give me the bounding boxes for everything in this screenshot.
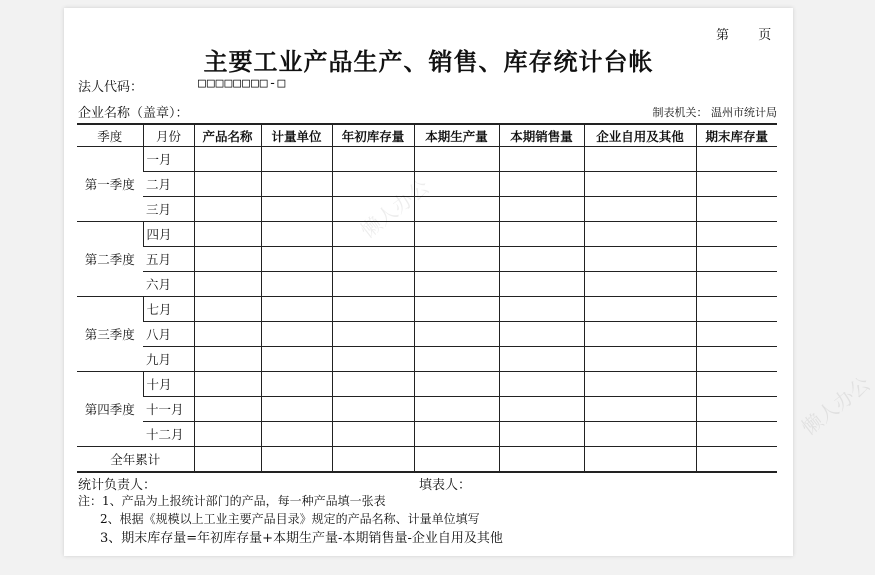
entry-cell[interactable]	[696, 322, 777, 347]
entry-cell[interactable]	[332, 247, 414, 272]
page-suffix: 页	[758, 28, 773, 43]
entry-cell[interactable]	[261, 347, 332, 372]
entry-cell[interactable]	[332, 297, 414, 322]
month-cell: 九月	[143, 347, 194, 372]
entry-cell[interactable]	[499, 147, 584, 172]
table-row	[77, 422, 777, 447]
note-3: 3、期末库存量=年初库存量+本期生产量-本期销售量-企业自用及其他	[100, 531, 503, 546]
entry-cell[interactable]	[499, 272, 584, 297]
entry-cell[interactable]	[696, 397, 777, 422]
entry-cell[interactable]	[696, 222, 777, 247]
entry-cell[interactable]	[499, 247, 584, 272]
header-closing-stock: 期末库存量	[696, 124, 777, 147]
quarter-cell: 第四季度	[77, 372, 143, 447]
entry-cell[interactable]	[194, 372, 261, 397]
entry-cell[interactable]	[696, 347, 777, 372]
quarter-cell: 第一季度	[77, 147, 143, 222]
total-entry-cell[interactable]	[194, 447, 261, 473]
total-entry-cell[interactable]	[261, 447, 332, 473]
table-row	[77, 397, 777, 422]
entry-cell[interactable]	[414, 322, 499, 347]
entry-cell[interactable]	[584, 172, 696, 197]
month-cell: 十月	[143, 372, 194, 397]
month-cell: 八月	[143, 322, 194, 347]
entry-cell[interactable]	[261, 272, 332, 297]
month-cell: 一月	[143, 147, 194, 172]
legal-code-label: 法人代码：	[78, 80, 144, 95]
header-quarter: 季度	[77, 124, 143, 147]
entry-cell[interactable]	[499, 297, 584, 322]
table-row	[77, 172, 777, 197]
header-production: 本期生产量	[414, 124, 499, 147]
entry-cell[interactable]	[194, 422, 261, 447]
entry-cell[interactable]	[261, 297, 332, 322]
entry-cell[interactable]	[584, 397, 696, 422]
table-row	[77, 272, 777, 297]
entry-cell[interactable]	[194, 222, 261, 247]
entry-cell[interactable]	[414, 197, 499, 222]
entry-cell[interactable]	[499, 172, 584, 197]
issuing-authority: 制表机关： 温州市统计局	[652, 106, 777, 119]
company-name-label: 企业名称（盖章）：	[78, 106, 189, 121]
entry-cell[interactable]	[194, 297, 261, 322]
entry-cell[interactable]	[194, 172, 261, 197]
entry-cell[interactable]	[194, 147, 261, 172]
table-row	[77, 222, 777, 247]
header-product-name: 产品名称	[194, 124, 261, 147]
month-cell: 十一月	[143, 397, 194, 422]
ledger-table	[77, 123, 777, 473]
entry-cell[interactable]	[414, 297, 499, 322]
entry-cell[interactable]	[584, 322, 696, 347]
annual-total-label: 全年累计	[77, 447, 194, 473]
entry-cell[interactable]	[499, 397, 584, 422]
entry-cell[interactable]	[414, 347, 499, 372]
entry-cell[interactable]	[414, 147, 499, 172]
page-prefix: 第	[716, 28, 731, 43]
total-entry-cell[interactable]	[584, 447, 696, 473]
entry-cell[interactable]	[261, 422, 332, 447]
document-title: 主要工业产品生产、销售、库存统计台帐	[203, 47, 654, 76]
header-sales: 本期销售量	[499, 124, 584, 147]
entry-cell[interactable]	[696, 372, 777, 397]
entry-cell[interactable]	[332, 422, 414, 447]
quarter-cell: 第二季度	[77, 222, 143, 297]
month-cell: 四月	[143, 222, 194, 247]
entry-cell[interactable]	[499, 372, 584, 397]
entry-cell[interactable]	[499, 222, 584, 247]
entry-cell[interactable]	[414, 372, 499, 397]
entry-cell[interactable]	[332, 272, 414, 297]
entry-cell[interactable]	[499, 322, 584, 347]
entry-cell[interactable]	[499, 197, 584, 222]
total-entry-cell[interactable]	[499, 447, 584, 473]
entry-cell[interactable]	[414, 397, 499, 422]
entry-cell[interactable]	[696, 422, 777, 447]
month-cell: 五月	[143, 247, 194, 272]
entry-cell[interactable]	[332, 222, 414, 247]
month-cell: 三月	[143, 197, 194, 222]
entry-cell[interactable]	[414, 422, 499, 447]
table-row	[77, 247, 777, 272]
entry-cell[interactable]	[261, 147, 332, 172]
entry-cell[interactable]	[332, 322, 414, 347]
entry-cell[interactable]	[194, 322, 261, 347]
entry-cell[interactable]	[332, 372, 414, 397]
table-row	[77, 297, 777, 322]
total-entry-cell[interactable]	[414, 447, 499, 473]
entry-cell[interactable]	[584, 272, 696, 297]
watermark: 懒人办公	[356, 174, 434, 243]
entry-cell[interactable]	[261, 372, 332, 397]
entry-cell[interactable]	[414, 172, 499, 197]
entry-cell[interactable]	[332, 397, 414, 422]
entry-cell[interactable]	[414, 222, 499, 247]
note-2: 2、根据《规模以上工业主要产品目录》规定的产品名称、计量单位填写	[100, 512, 480, 526]
page-number-label	[716, 24, 772, 43]
header-month: 月份	[143, 124, 194, 147]
annual-total-row	[77, 447, 777, 473]
entry-cell[interactable]	[584, 347, 696, 372]
table-row	[77, 197, 777, 222]
entry-cell[interactable]	[261, 222, 332, 247]
table-header-row	[77, 124, 777, 147]
entry-cell[interactable]	[261, 197, 332, 222]
month-cell: 十二月	[143, 422, 194, 447]
entry-cell[interactable]	[584, 197, 696, 222]
entry-cell[interactable]	[332, 197, 414, 222]
table-row	[77, 372, 777, 397]
table-row	[77, 322, 777, 347]
entry-cell[interactable]	[414, 247, 499, 272]
watermark-right: 懒人办公	[797, 371, 875, 440]
total-entry-cell[interactable]	[696, 447, 777, 473]
entry-cell[interactable]	[194, 347, 261, 372]
quarter-cell: 第三季度	[77, 297, 143, 372]
entry-cell[interactable]	[499, 422, 584, 447]
entry-cell[interactable]	[696, 272, 777, 297]
entry-cell[interactable]	[414, 272, 499, 297]
entry-cell[interactable]	[261, 172, 332, 197]
entry-cell[interactable]	[194, 272, 261, 297]
header-self-use: 企业自用及其他	[584, 124, 696, 147]
entry-cell[interactable]	[584, 422, 696, 447]
entry-cell[interactable]	[696, 172, 777, 197]
entry-cell[interactable]	[584, 222, 696, 247]
entry-cell[interactable]	[261, 247, 332, 272]
entry-cell[interactable]	[696, 197, 777, 222]
table-row	[77, 347, 777, 372]
month-cell: 六月	[143, 272, 194, 297]
entry-cell[interactable]	[332, 172, 414, 197]
header-opening-stock: 年初库存量	[332, 124, 414, 147]
table-row	[77, 147, 777, 172]
total-entry-cell[interactable]	[332, 447, 414, 473]
filler-label: 填表人：	[419, 478, 472, 493]
entry-cell[interactable]	[332, 347, 414, 372]
entry-cell[interactable]	[499, 347, 584, 372]
entry-cell[interactable]	[584, 147, 696, 172]
note-1: 注：1、产品为上报统计部门的产品，每一种产品填一张表	[78, 494, 386, 508]
entry-cell[interactable]	[584, 297, 696, 322]
legal-code-boxes: □□□□□□□□-□	[198, 76, 287, 91]
entry-cell[interactable]	[261, 397, 332, 422]
entry-cell[interactable]	[261, 322, 332, 347]
header-unit: 计量单位	[261, 124, 332, 147]
month-cell: 七月	[143, 297, 194, 322]
entry-cell[interactable]	[584, 372, 696, 397]
entry-cell[interactable]	[194, 397, 261, 422]
entry-cell[interactable]	[696, 147, 777, 172]
entry-cell[interactable]	[696, 247, 777, 272]
stat-head-label: 统计负责人：	[78, 478, 157, 493]
ledger-sheet	[64, 8, 793, 556]
month-cell: 二月	[143, 172, 194, 197]
entry-cell[interactable]	[332, 147, 414, 172]
entry-cell[interactable]	[194, 247, 261, 272]
entry-cell[interactable]	[584, 247, 696, 272]
entry-cell[interactable]	[194, 197, 261, 222]
entry-cell[interactable]	[696, 297, 777, 322]
